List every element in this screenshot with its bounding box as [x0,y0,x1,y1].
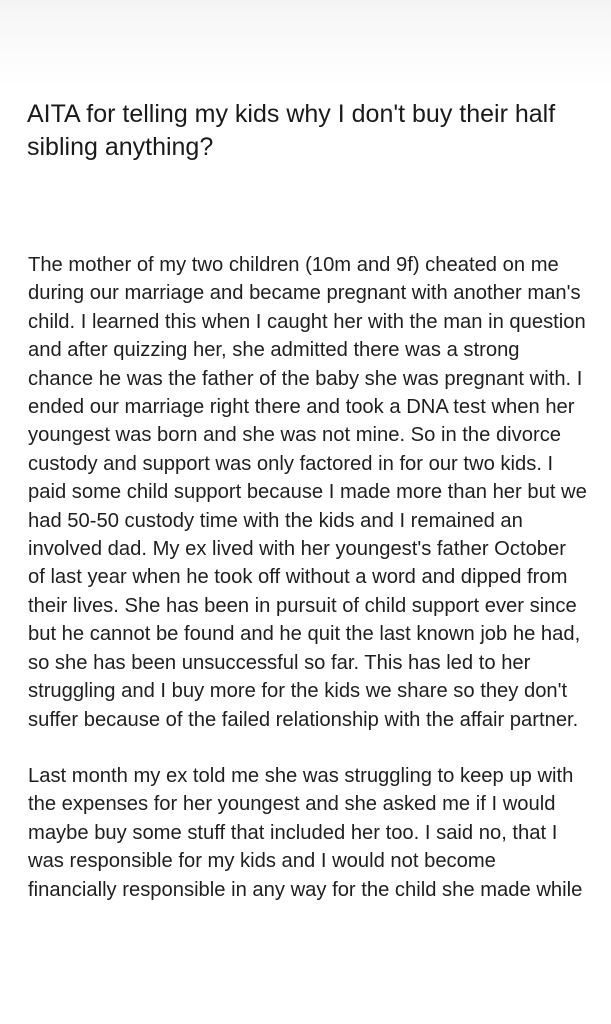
post-paragraph-2: Last month my ex told me she was struggling to keep up with the expenses for her youngest and she asked me if I would maybe buy some stuff that included her too. I said no, that I was responsible for my kids and I would not become financially responsible in any way for the child she made while [28,764,583,901]
bottom-fade [0,1010,611,1024]
post-body [28,251,588,904]
post-paragraph-1: The mother of my two children (10m and 9f) cheated on me during our marriage and became pregnant with another man's child. I learned this when I caught her with the man in question and after quizzing her, she admitted there was a strong chance he was the father of the baby she was pregnant with. I ended our marriage right there and took a DNA test when her youngest was born and she was not mine. So in the divorce custody and support was only factored in for our two kids. I paid some child support because I made more than her but we had 50-50 custody time with the kids and I remained an involved dad. My ex lived with her youngest's father October of last year when he took off without a word and dipped from their lives. She has been in pursuit of child support ever since but he cannot be found and he quit the last known job he had, so she has been unsuccessful so far. This has led to her struggling and I buy more for the kids we share so they don't suffer because of the failed relationship with the affair partner. [28,254,587,731]
post-title: AITA for telling my kids why I don't buy their half sibling anything? [27,100,556,161]
header-band [0,0,611,86]
